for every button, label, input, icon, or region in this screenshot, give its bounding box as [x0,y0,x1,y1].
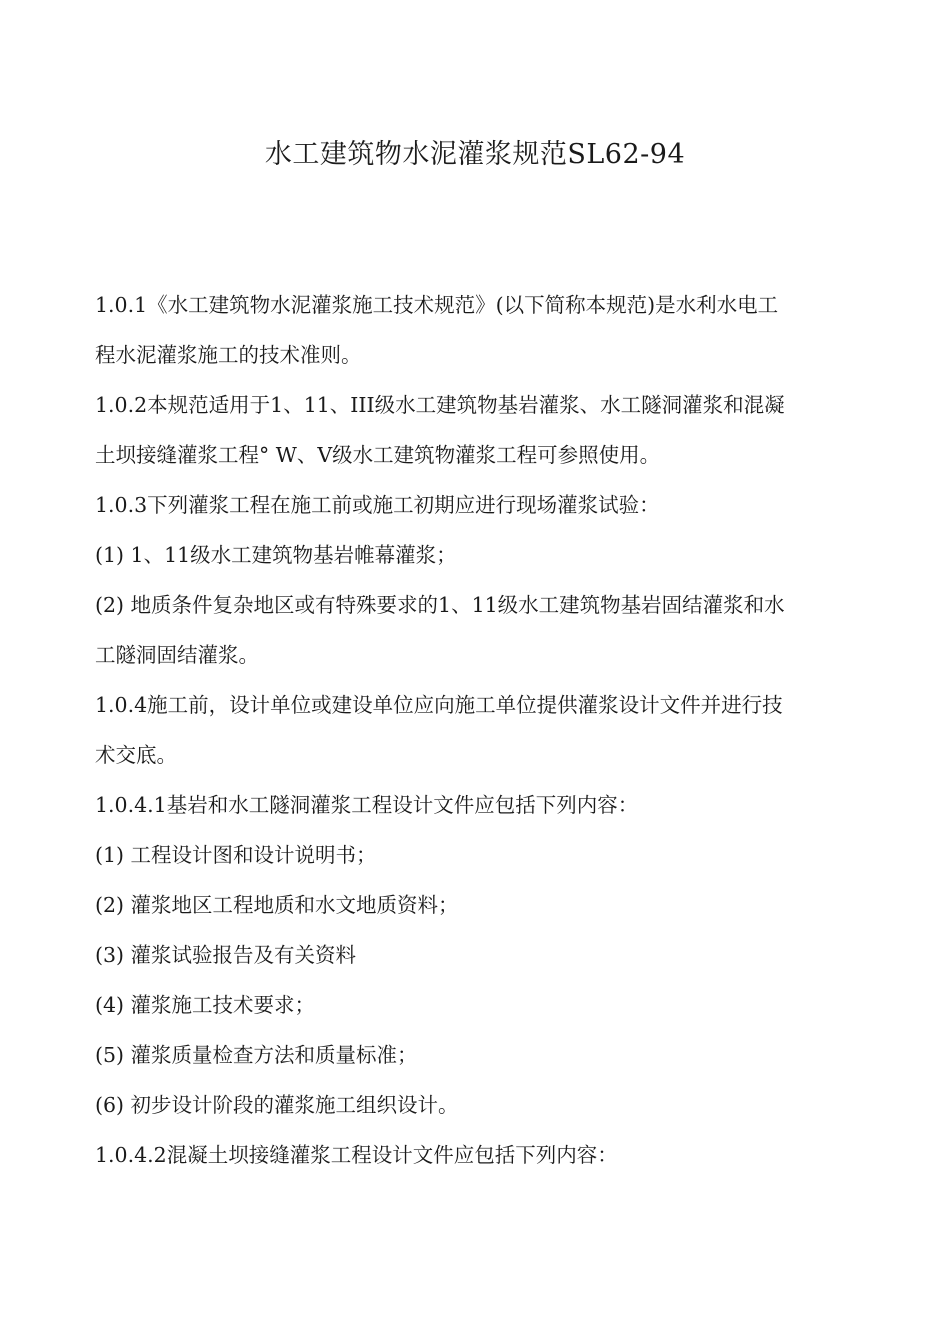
text-line: 1.0.1《水工建筑物水泥灌浆施工技术规范》(以下简称本规范)是水利水电工 [95,293,779,317]
text-line: 1.0.2本规范适用于1、11、III级水工建筑物基岩灌浆、水工隧洞灌浆和混凝 [95,393,785,417]
text-line: (1) 1、11级水工建筑物基岩帷幕灌浆； [95,543,457,567]
text-line: (1) 工程设计图和设计说明书； [95,843,377,867]
text-line: 1.0.4施工前，设计单位或建设单位应向施工单位提供灌浆设计文件并进行技 [95,693,783,717]
text-line: (2) 灌浆地区工程地质和水文地质资料； [95,893,459,917]
text-line: (5) 灌浆质量检查方法和质量标准； [95,1043,418,1067]
text-line: (4) 灌浆施工技术要求； [95,993,316,1017]
text-line: 1.0.3下列灌浆工程在施工前或施工初期应进行现场灌浆试验： [95,493,660,517]
text-line: 程水泥灌浆施工的技术准则。 [95,343,362,367]
text-line: (3) 灌浆试验报告及有关资料 [95,943,357,967]
document-body [95,292,860,1192]
text-line: 土坝接缝灌浆工程° W、V级水工建筑物灌浆工程可参照使用。 [95,443,661,467]
document-title: 水工建筑物水泥灌浆规范SL62-94 [264,139,686,170]
text-line: 1.0.4.1基岩和水工隧洞灌浆工程设计文件应包括下列内容： [95,793,639,817]
text-line: 工隧洞固结灌浆。 [95,643,259,667]
text-line: 1.0.4.2混凝土坝接缝灌浆工程设计文件应包括下列内容： [95,1143,618,1167]
text-line: (2) 地质条件复杂地区或有特殊要求的1、11级水工建筑物基岩固结灌浆和水 [95,593,785,617]
text-line: 术交底。 [95,743,177,767]
text-line: (6) 初步设计阶段的灌浆施工组织设计。 [95,1093,459,1117]
